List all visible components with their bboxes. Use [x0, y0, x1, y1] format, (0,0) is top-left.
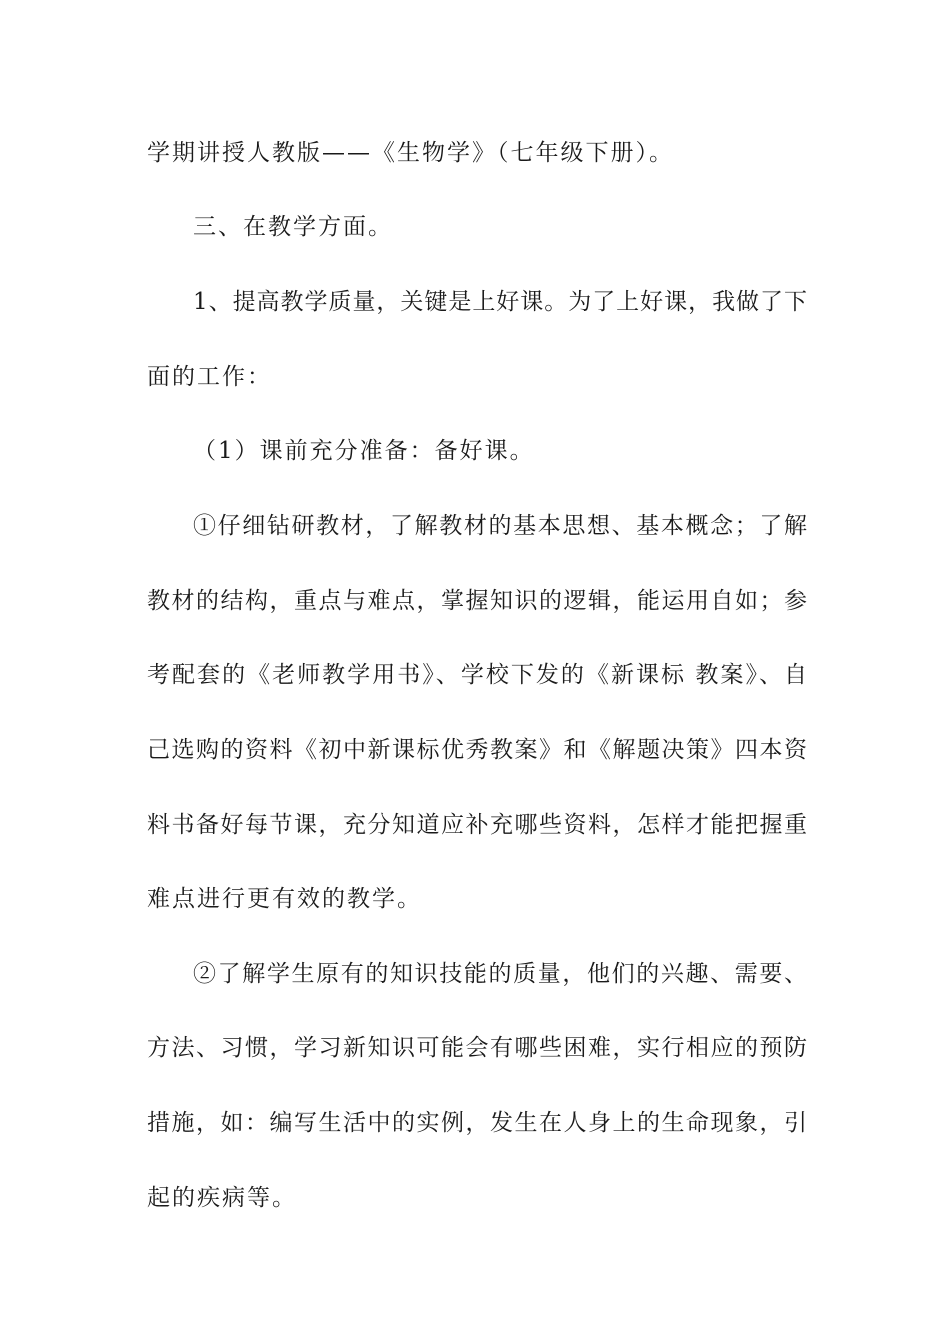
text-line: 面的工作： — [147, 364, 272, 390]
text-line: 料书备好每节课，充分知道应补充哪些资料，怎样才能把握重 — [147, 812, 807, 838]
text-line: 1、提高教学质量，关键是上好课。为了上好课，我做了下 — [193, 289, 807, 315]
text-line: 难点进行更有效的教学。 — [147, 886, 422, 912]
section-heading: 三、在教学方面。 — [193, 214, 393, 240]
text-line: 考配套的《老师教学用书》、学校下发的《新课标 教案》、自 — [147, 662, 807, 688]
text-line: 学期讲授人教版——《生物学》（七年级下册）。 — [147, 140, 674, 166]
text-line: 方法、习惯，学习新知识可能会有哪些困难，实行相应的预防 — [147, 1035, 807, 1061]
text-line: 起的疾病等。 — [147, 1185, 297, 1211]
subheading: （1）课前充分准备：备好课。 — [193, 438, 535, 464]
text-line: ②了解学生原有的知识技能的质量，他们的兴趣、需要、 — [193, 961, 807, 987]
text-line: 教材的结构，重点与难点，掌握知识的逻辑，能运用自如；参 — [147, 588, 807, 614]
text-line: 措施，如：编写生活中的实例，发生在人身上的生命现象，引 — [147, 1110, 807, 1136]
text-line: 己选购的资料《初中新课标优秀教案》和《解题决策》四本资 — [147, 737, 807, 763]
text-line: ①仔细钻研教材，了解教材的基本思想、基本概念；了解 — [193, 513, 807, 539]
